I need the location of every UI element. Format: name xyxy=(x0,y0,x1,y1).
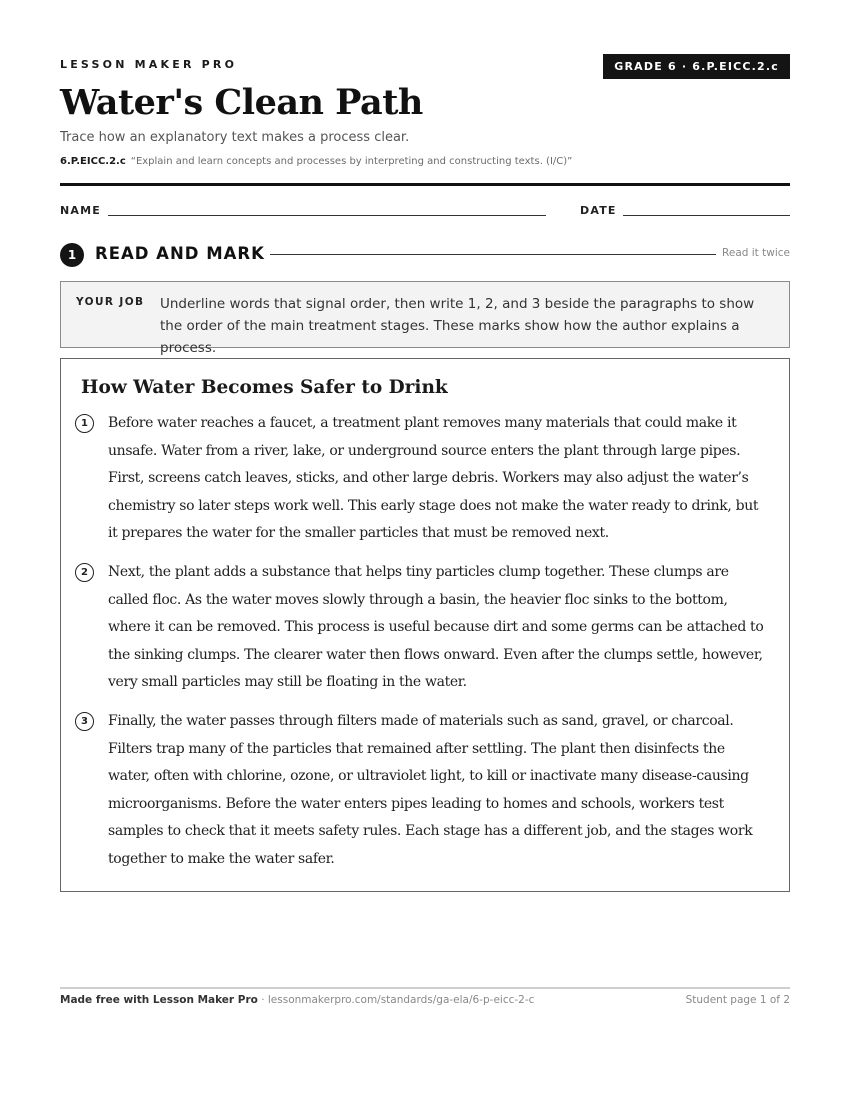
page-title: Water's Clean Path xyxy=(60,82,423,123)
standard-code: 6.P.EICC.2.c xyxy=(60,156,126,167)
footer-page-number: Student page 1 of 2 xyxy=(685,994,790,1006)
header-divider xyxy=(60,183,790,186)
paragraph-number-circle: 2 xyxy=(75,563,94,582)
date-write-line[interactable] xyxy=(623,215,790,216)
worksheet-page xyxy=(60,0,790,1100)
footer-url[interactable]: · lessonmakerpro.com/standards/ga-ela/6-p-eicc-2-c xyxy=(257,994,535,1006)
paragraph-text: Finally, the water passes through filters made of materials such as sand, gravel, or charcoal. Filters trap many of the particles that remained after settling. The plant then disinfects the water, often with chlorine, ozone, or ultraviolet light, to kill or inactivate many disease-causing microorganisms. Before the water enters pipes leading to homes and schools, workers test samples to check that it meets safety rules. Each stage has a different job, and the stages work together to make the water safer. xyxy=(108,713,753,867)
your-job-instructions: Underline words that signal order, then write 1, 2, and 3 beside the paragraphs to show the order of the main treatment stages. These marks show how the author explains a process. xyxy=(160,296,755,356)
footer-divider xyxy=(60,987,790,989)
name-write-line[interactable] xyxy=(108,215,546,216)
page-subtitle: Trace how an explanatory text makes a process clear. xyxy=(60,130,410,145)
section-divider xyxy=(270,254,716,255)
standard-text: “Explain and learn concepts and processes by interpreting and constructing texts. (I/C)” xyxy=(130,156,573,167)
paragraph-text: Next, the plant adds a substance that helps tiny particles clump together. These clumps are called floc. As the water moves slowly through a basin, the heavier floc sinks to the bottom, where it can be removed. This process is useful because dirt and some germs can be attached to the sinking clumps. The clearer water then flows onward. Even after the clumps settle, however, very small particles may still be floating in the water. xyxy=(108,564,764,690)
standard-line xyxy=(60,156,572,167)
date-label: DATE xyxy=(580,204,617,217)
name-label: NAME xyxy=(60,204,101,217)
section-header xyxy=(60,243,790,267)
paragraph-text: Before water reaches a faucet, a treatment plant removes many materials that could make it unsafe. Water from a river, lake, or underground source enters the plant through large pipes. First, screens catch leaves, sticks, and other large debris. Workers may also adjust the water’s chemistry so later steps work well. This early stage does not make the water ready to drink, but it prepares the water for the smaller particles that must be removed next. xyxy=(108,415,759,541)
paragraph-number-circle: 1 xyxy=(75,414,94,433)
section-note: Read it twice xyxy=(722,247,790,259)
reading-passage-box xyxy=(60,358,790,892)
paragraph-number-circle: 3 xyxy=(75,712,94,731)
your-job-label: YOUR JOB xyxy=(76,296,145,308)
footer-credit xyxy=(60,994,534,1006)
passage-title: How Water Becomes Safer to Drink xyxy=(81,377,448,398)
your-job-box xyxy=(60,281,790,356)
grade-badge: GRADE 6 · 6.P.EICC.2.c xyxy=(603,54,790,79)
footer-made-with: Made free with Lesson Maker Pro xyxy=(60,994,258,1006)
brand-name: LESSON MAKER PRO xyxy=(60,58,238,71)
section-title: READ AND MARK xyxy=(95,244,265,263)
section-number-badge: 1 xyxy=(60,243,84,267)
